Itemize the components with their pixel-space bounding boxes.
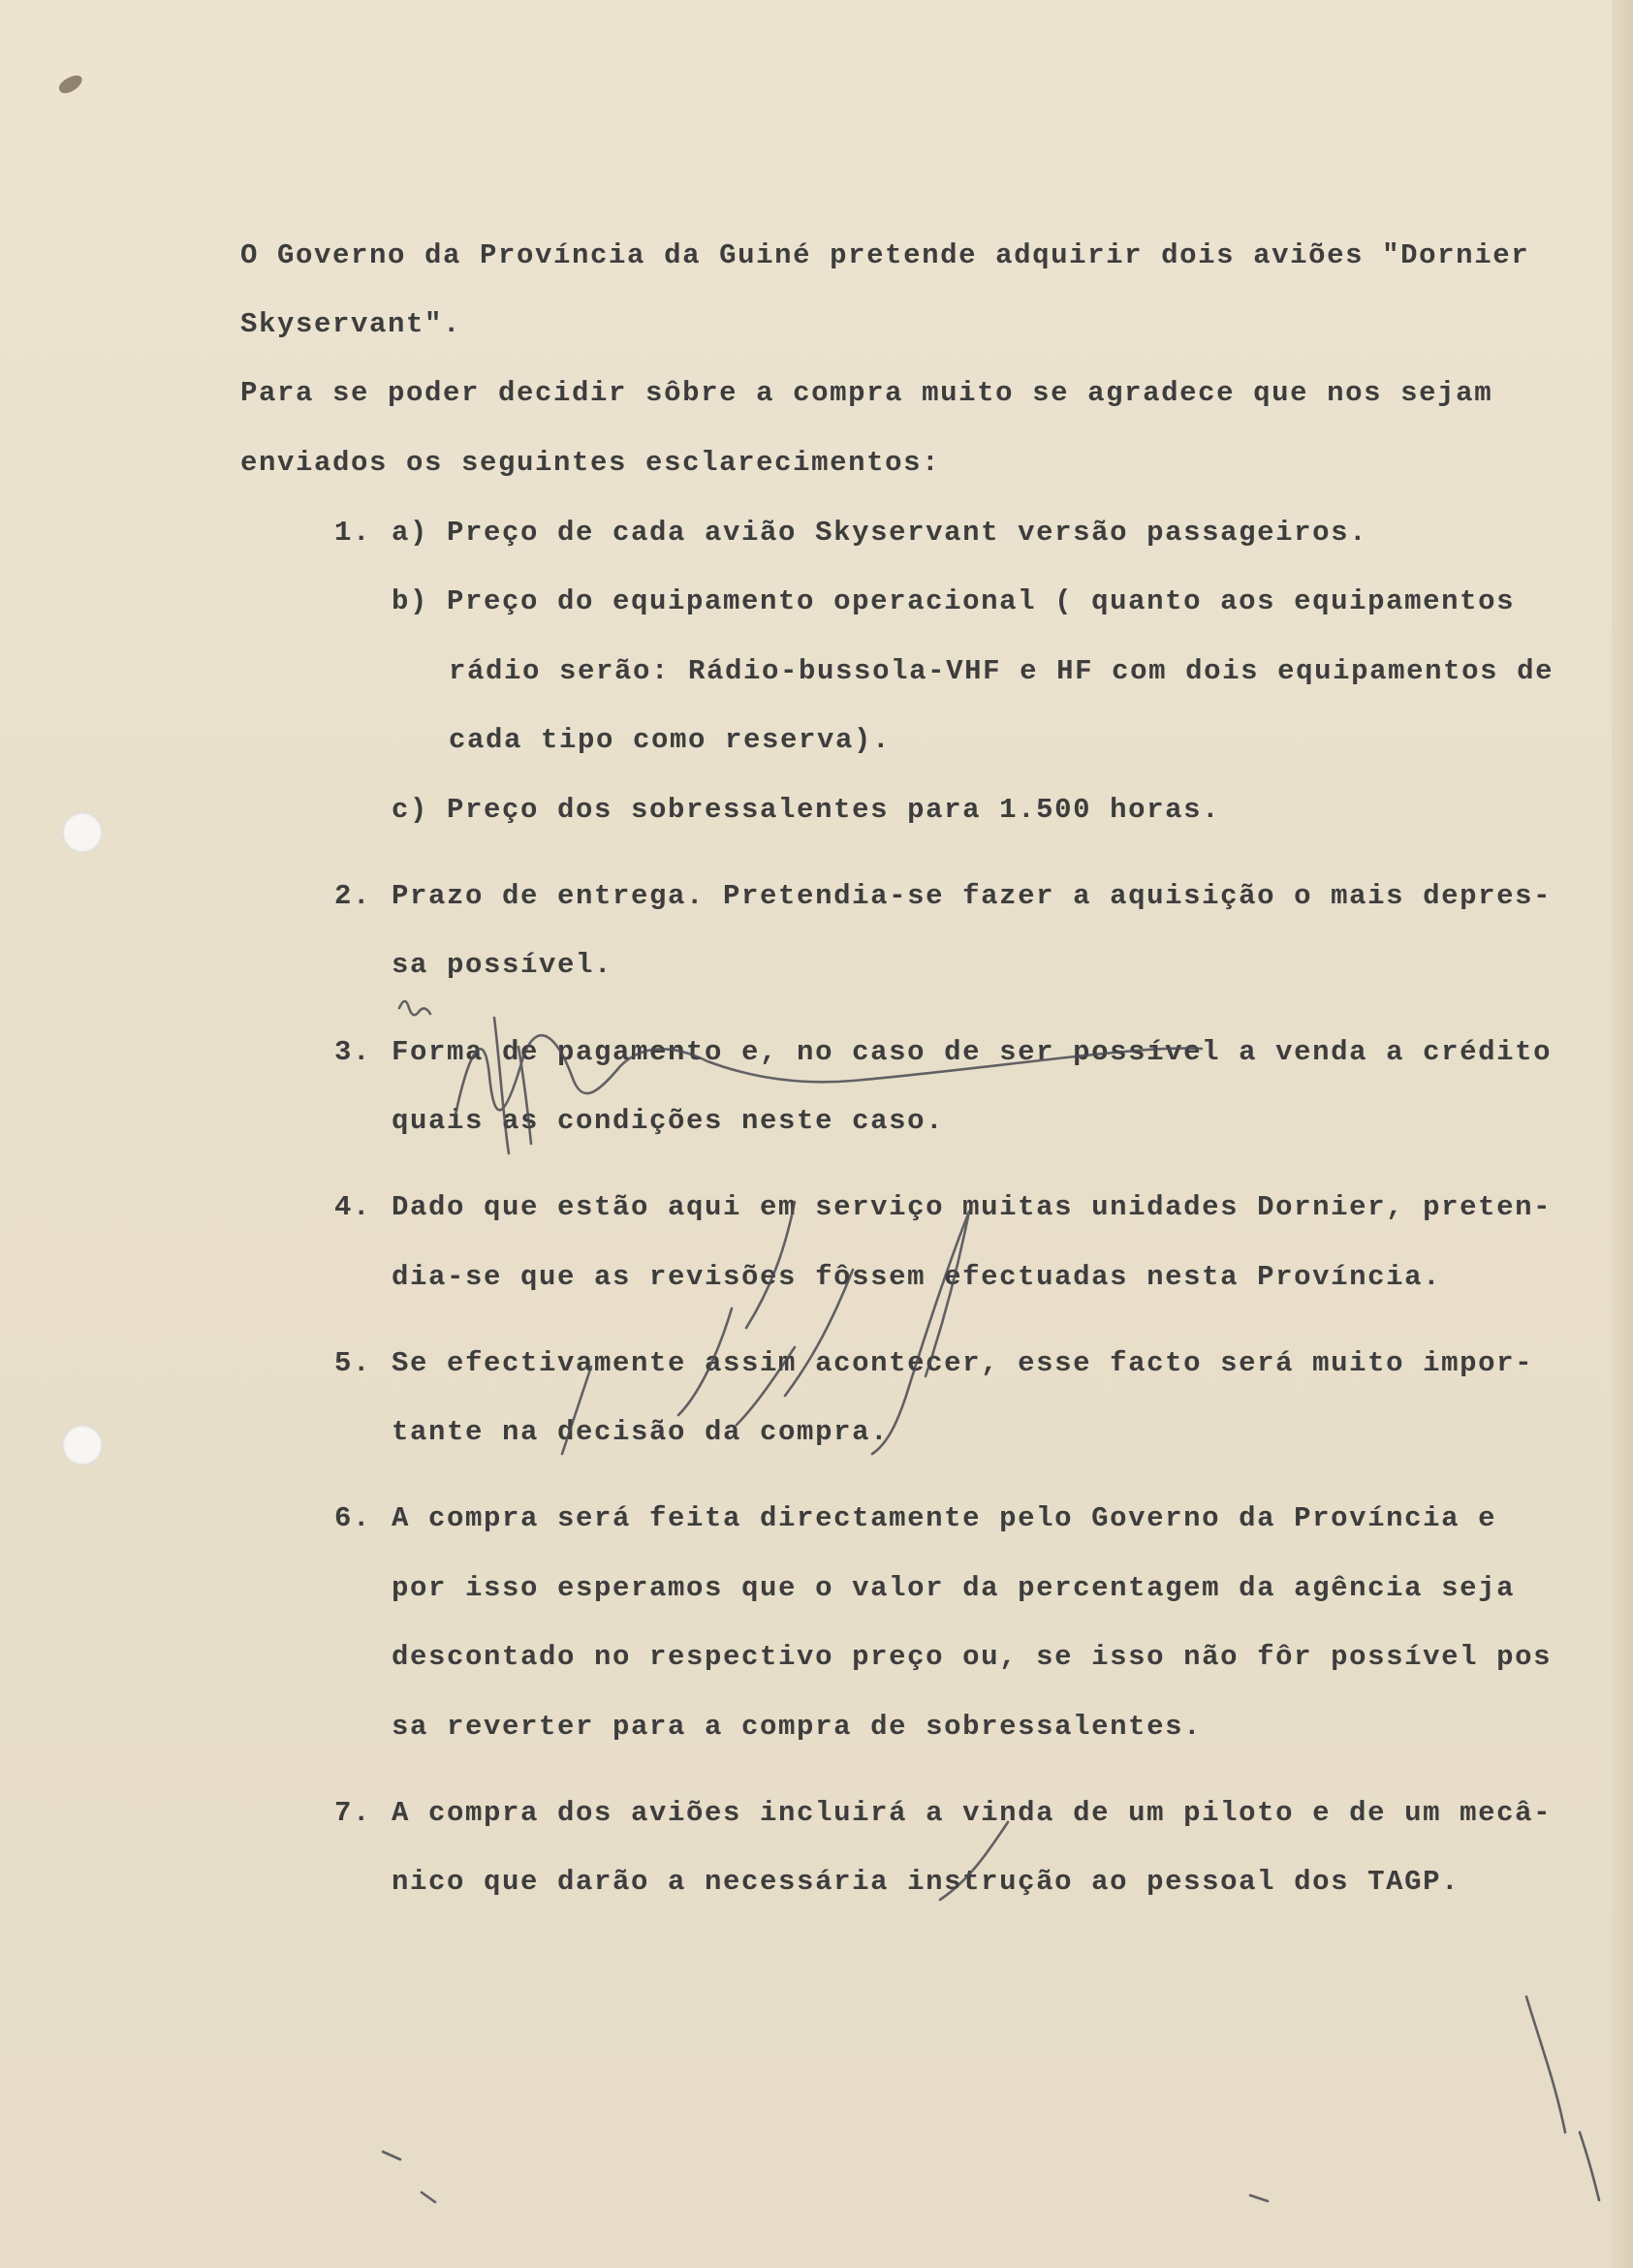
item-7-line-1: A compra dos aviões incluirá a vinda de um piloto e de um mecâ- <box>392 1797 1553 1829</box>
item-1b-line-3: cada tipo como reserva). <box>449 724 892 756</box>
paper-edge <box>1612 0 1633 2268</box>
item-1b-line-1: b) Preço do equipamento operacional ( quanto aos equipamentos <box>392 585 1516 617</box>
item-6-line-3: descontado no respectivo preço ou, se isso não fôr possível pos <box>392 1641 1553 1673</box>
intro-line-2: Skyservant". <box>240 308 462 340</box>
item-6-line-1: A compra será feita directamente pelo Governo da Província e <box>392 1502 1497 1534</box>
item-2-line-1: Prazo de entrega. Pretendia-se fazer a aquisição o mais depres- <box>392 880 1553 912</box>
item-6-line-4: sa reverter para a compra de sobressalentes. <box>392 1711 1203 1743</box>
item-3-number: 3. <box>334 1036 372 1068</box>
item-6-number: 6. <box>334 1502 372 1534</box>
item-6-line-2: por isso esperamos que o valor da percentagem da agência seja <box>392 1572 1516 1604</box>
item-5-number: 5. <box>334 1347 372 1379</box>
item-5-line-2: tante na decisão da compra. <box>392 1416 890 1448</box>
item-4-number: 4. <box>334 1191 372 1223</box>
item-2-line-2: sa possível. <box>392 949 613 981</box>
item-7-number: 7. <box>334 1797 372 1829</box>
punch-hole-top <box>62 812 103 853</box>
item-7-line-2: nico que darão a necessária instrução ao pessoal dos TAGP. <box>392 1866 1460 1898</box>
item-1b-line-2: rádio serão: Rádio-bussola-VHF e HF com dois equipamentos de <box>449 655 1554 687</box>
item-1-number: 1. <box>334 517 372 549</box>
item-4-line-1: Dado que estão aqui em serviço muitas unidades Dornier, preten- <box>392 1191 1553 1223</box>
intro-line-4: enviados os seguintes esclarecimentos: <box>240 447 941 479</box>
item-1a: a) Preço de cada avião Skyservant versão passageiros. <box>392 517 1368 549</box>
item-2-number: 2. <box>334 880 372 912</box>
item-5-line-1: Se efectivamente assim acontecer, esse facto será muito impor- <box>392 1347 1534 1379</box>
item-3-line-1: Forma de pagamento e, no caso de ser possível a venda a crédito <box>392 1036 1553 1068</box>
punch-hole-bottom <box>62 1425 103 1465</box>
item-3-line-2: quais as condições neste caso. <box>392 1105 945 1137</box>
item-1c: c) Preço dos sobressalentes para 1.500 horas. <box>392 794 1221 826</box>
rust-mark <box>56 73 84 96</box>
item-4-line-2: dia-se que as revisões fôssem efectuadas nesta Província. <box>392 1261 1442 1293</box>
intro-line-3: Para se poder decidir sôbre a compra muito se agradece que nos sejam <box>240 377 1493 409</box>
intro-line-1: O Governo da Província da Guiné pretende adquirir dois aviões "Dornier <box>240 239 1530 271</box>
